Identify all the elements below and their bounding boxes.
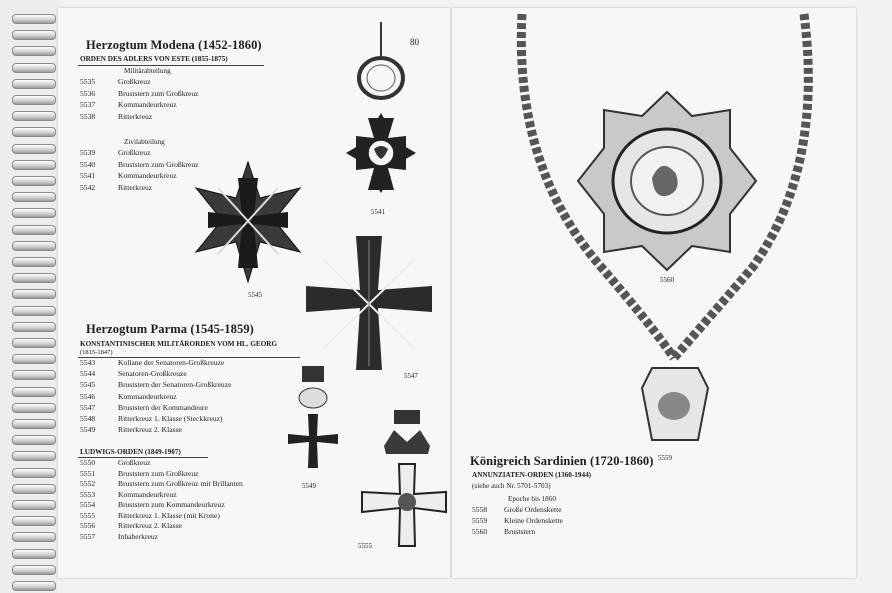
item-label: Ritterkreuz bbox=[118, 182, 153, 192]
eagle-cross-medal-image bbox=[328, 18, 438, 218]
left-page bbox=[58, 8, 450, 578]
spiral-ring bbox=[12, 338, 56, 348]
item-label: Ritterkreuz 1. Klasse (mit Krone) bbox=[118, 510, 220, 520]
spiral-ring bbox=[12, 500, 56, 510]
spiral-ring bbox=[12, 95, 56, 105]
item-number: 5551 bbox=[80, 468, 96, 478]
item-label: Kommandeurkreuz bbox=[118, 391, 177, 401]
item-number: 5544 bbox=[80, 369, 96, 379]
item-label: Bruststern zum Großkreuz bbox=[118, 468, 199, 478]
right-page bbox=[452, 8, 856, 578]
sardinia-see-also: (siehe auch Nr. 5701-5703) bbox=[472, 482, 551, 490]
item-number: 5558 bbox=[472, 505, 488, 514]
item-label: Großkreuz bbox=[118, 148, 151, 157]
spiral-ring bbox=[12, 581, 56, 591]
item-number: 5541 bbox=[80, 171, 96, 180]
spiral-ring bbox=[12, 30, 56, 40]
caption-5549: 5549 bbox=[302, 482, 316, 490]
item-number: 5555 bbox=[80, 510, 96, 520]
item-label: Ritterkreuz 1. Klasse (Steckkreuz) bbox=[118, 414, 223, 423]
item-number: 5540 bbox=[80, 159, 96, 169]
spiral-ring bbox=[12, 225, 56, 235]
spiral-ring bbox=[12, 306, 56, 316]
item-number: 5553 bbox=[80, 489, 96, 499]
caption-5555: 5555 bbox=[358, 542, 372, 550]
item-label: Kommandeurkreuz bbox=[118, 489, 177, 499]
item-number: 5559 bbox=[472, 516, 488, 526]
caption-5547: 5547 bbox=[404, 372, 418, 380]
military-heading: Militärabteilung bbox=[124, 67, 171, 75]
item-number: 5537 bbox=[80, 100, 96, 109]
item-number: 5549 bbox=[80, 425, 96, 435]
item-label: Großkreuz bbox=[118, 458, 151, 467]
annunziata-star-image-5560 bbox=[572, 86, 762, 276]
spiral-ring bbox=[12, 241, 56, 251]
parma-small-cross-image-5549 bbox=[280, 364, 350, 484]
sardinia-order-heading: ANNUNZIATEN-ORDEN (1360-1944) bbox=[472, 471, 592, 479]
ludwig-order-heading: LUDWIGS-ORDEN (1849-1907) bbox=[80, 448, 181, 456]
spiral-ring bbox=[12, 144, 56, 154]
modena-title: Herzogtum Modena (1452-1860) bbox=[86, 38, 262, 52]
item-label: Bruststern zum Kommandeurkreuz bbox=[118, 500, 225, 509]
caption-5541: 5541 bbox=[371, 208, 385, 216]
spiral-ring bbox=[12, 257, 56, 267]
divider bbox=[78, 65, 264, 66]
item-label: Kleine Ordenskette bbox=[504, 516, 563, 526]
parma-order-dates: (1815-1847) bbox=[80, 349, 113, 356]
item-label: Senatoren-Großkreuze bbox=[118, 369, 187, 379]
spiral-ring bbox=[12, 354, 56, 364]
item-label: Bruststern zum Großkreuz bbox=[118, 159, 199, 169]
item-label: Große Ordenskette bbox=[504, 505, 562, 514]
item-number: 5543 bbox=[80, 358, 96, 367]
caption-5559: 5559 bbox=[658, 454, 672, 462]
item-number: 5542 bbox=[80, 182, 96, 192]
spiral-ring bbox=[12, 387, 56, 397]
spiral-ring bbox=[12, 208, 56, 218]
spiral-ring bbox=[12, 14, 56, 24]
item-label: Bruststern der Kommandeure bbox=[118, 402, 208, 412]
item-number: 5535 bbox=[80, 77, 96, 86]
page-number: 80 bbox=[410, 37, 419, 47]
spiral-ring bbox=[12, 435, 56, 445]
item-number: 5545 bbox=[80, 380, 96, 390]
item-number: 5547 bbox=[80, 402, 96, 412]
spiral-ring bbox=[12, 46, 56, 56]
spiral-binding bbox=[0, 0, 58, 593]
sardinia-title: Königreich Sardinien (1720-1860) bbox=[470, 454, 654, 468]
item-label: Ritterkreuz bbox=[118, 111, 153, 121]
spiral-ring bbox=[12, 419, 56, 429]
spiral-ring bbox=[12, 111, 56, 121]
item-label: Ritterkreuz 2. Klasse bbox=[118, 425, 182, 435]
spiral-ring bbox=[12, 176, 56, 186]
parma-star-image-5545 bbox=[188, 158, 308, 288]
spiral-ring bbox=[12, 516, 56, 526]
item-number: 5538 bbox=[80, 111, 96, 121]
spiral-ring bbox=[12, 192, 56, 202]
spiral-ring bbox=[12, 403, 56, 413]
item-number: 5539 bbox=[80, 148, 96, 157]
spiral-ring bbox=[12, 484, 56, 494]
parma-title: Herzogtum Parma (1545-1859) bbox=[86, 322, 254, 336]
item-number: 5548 bbox=[80, 414, 96, 423]
ludwig-cross-image-5555 bbox=[354, 408, 450, 558]
civil-heading: Zivilabteilung bbox=[124, 138, 165, 146]
item-label: Ritterkreuz 2. Klasse bbox=[118, 521, 182, 530]
item-number: 5554 bbox=[80, 500, 96, 509]
item-label: Inhaberkreuz bbox=[118, 531, 159, 541]
item-label: Bruststern zum Großkreuz bbox=[118, 88, 199, 98]
spiral-ring bbox=[12, 79, 56, 89]
caption-5560: 5560 bbox=[660, 276, 674, 284]
item-label: Kollane der Senatoren-Großkreuze bbox=[118, 358, 225, 367]
spiral-ring bbox=[12, 160, 56, 170]
item-label: Bruststern bbox=[504, 527, 536, 537]
item-number: 5556 bbox=[80, 521, 96, 530]
item-label: Kommandeurkreuz bbox=[118, 171, 177, 180]
item-label: Bruststern zum Großkreuz mit Brillanten bbox=[118, 479, 243, 488]
parma-order-heading: KONSTANTINISCHER MILITÄRORDEN VOM HL. GEORG bbox=[80, 340, 278, 348]
spiral-ring bbox=[12, 289, 56, 299]
item-number: 5560 bbox=[472, 527, 488, 537]
spiral-ring bbox=[12, 532, 56, 542]
spiral-ring bbox=[12, 273, 56, 283]
spiral-ring bbox=[12, 322, 56, 332]
spiral-ring bbox=[12, 63, 56, 73]
spiral-ring bbox=[12, 565, 56, 575]
item-label: Großkreuz bbox=[118, 77, 151, 86]
item-number: 5546 bbox=[80, 391, 96, 401]
spiral-ring bbox=[12, 370, 56, 380]
item-number: 5552 bbox=[80, 479, 96, 488]
item-label: Bruststern der Senatoren-Großkreuze bbox=[118, 380, 232, 390]
sardinia-epoch: Epoche bis 1860 bbox=[508, 495, 556, 503]
spiral-ring bbox=[12, 451, 56, 461]
item-number: 5550 bbox=[80, 458, 96, 467]
modena-order-heading: ORDEN DES ADLERS VON ESTE (1855-1875) bbox=[80, 55, 228, 63]
item-number: 5557 bbox=[80, 531, 96, 541]
spiral-ring bbox=[12, 468, 56, 478]
spiral-ring bbox=[12, 127, 56, 137]
spiral-ring bbox=[12, 549, 56, 559]
item-label: Kommandeurkreuz bbox=[118, 100, 177, 109]
caption-5545: 5545 bbox=[248, 291, 262, 299]
item-number: 5536 bbox=[80, 88, 96, 98]
